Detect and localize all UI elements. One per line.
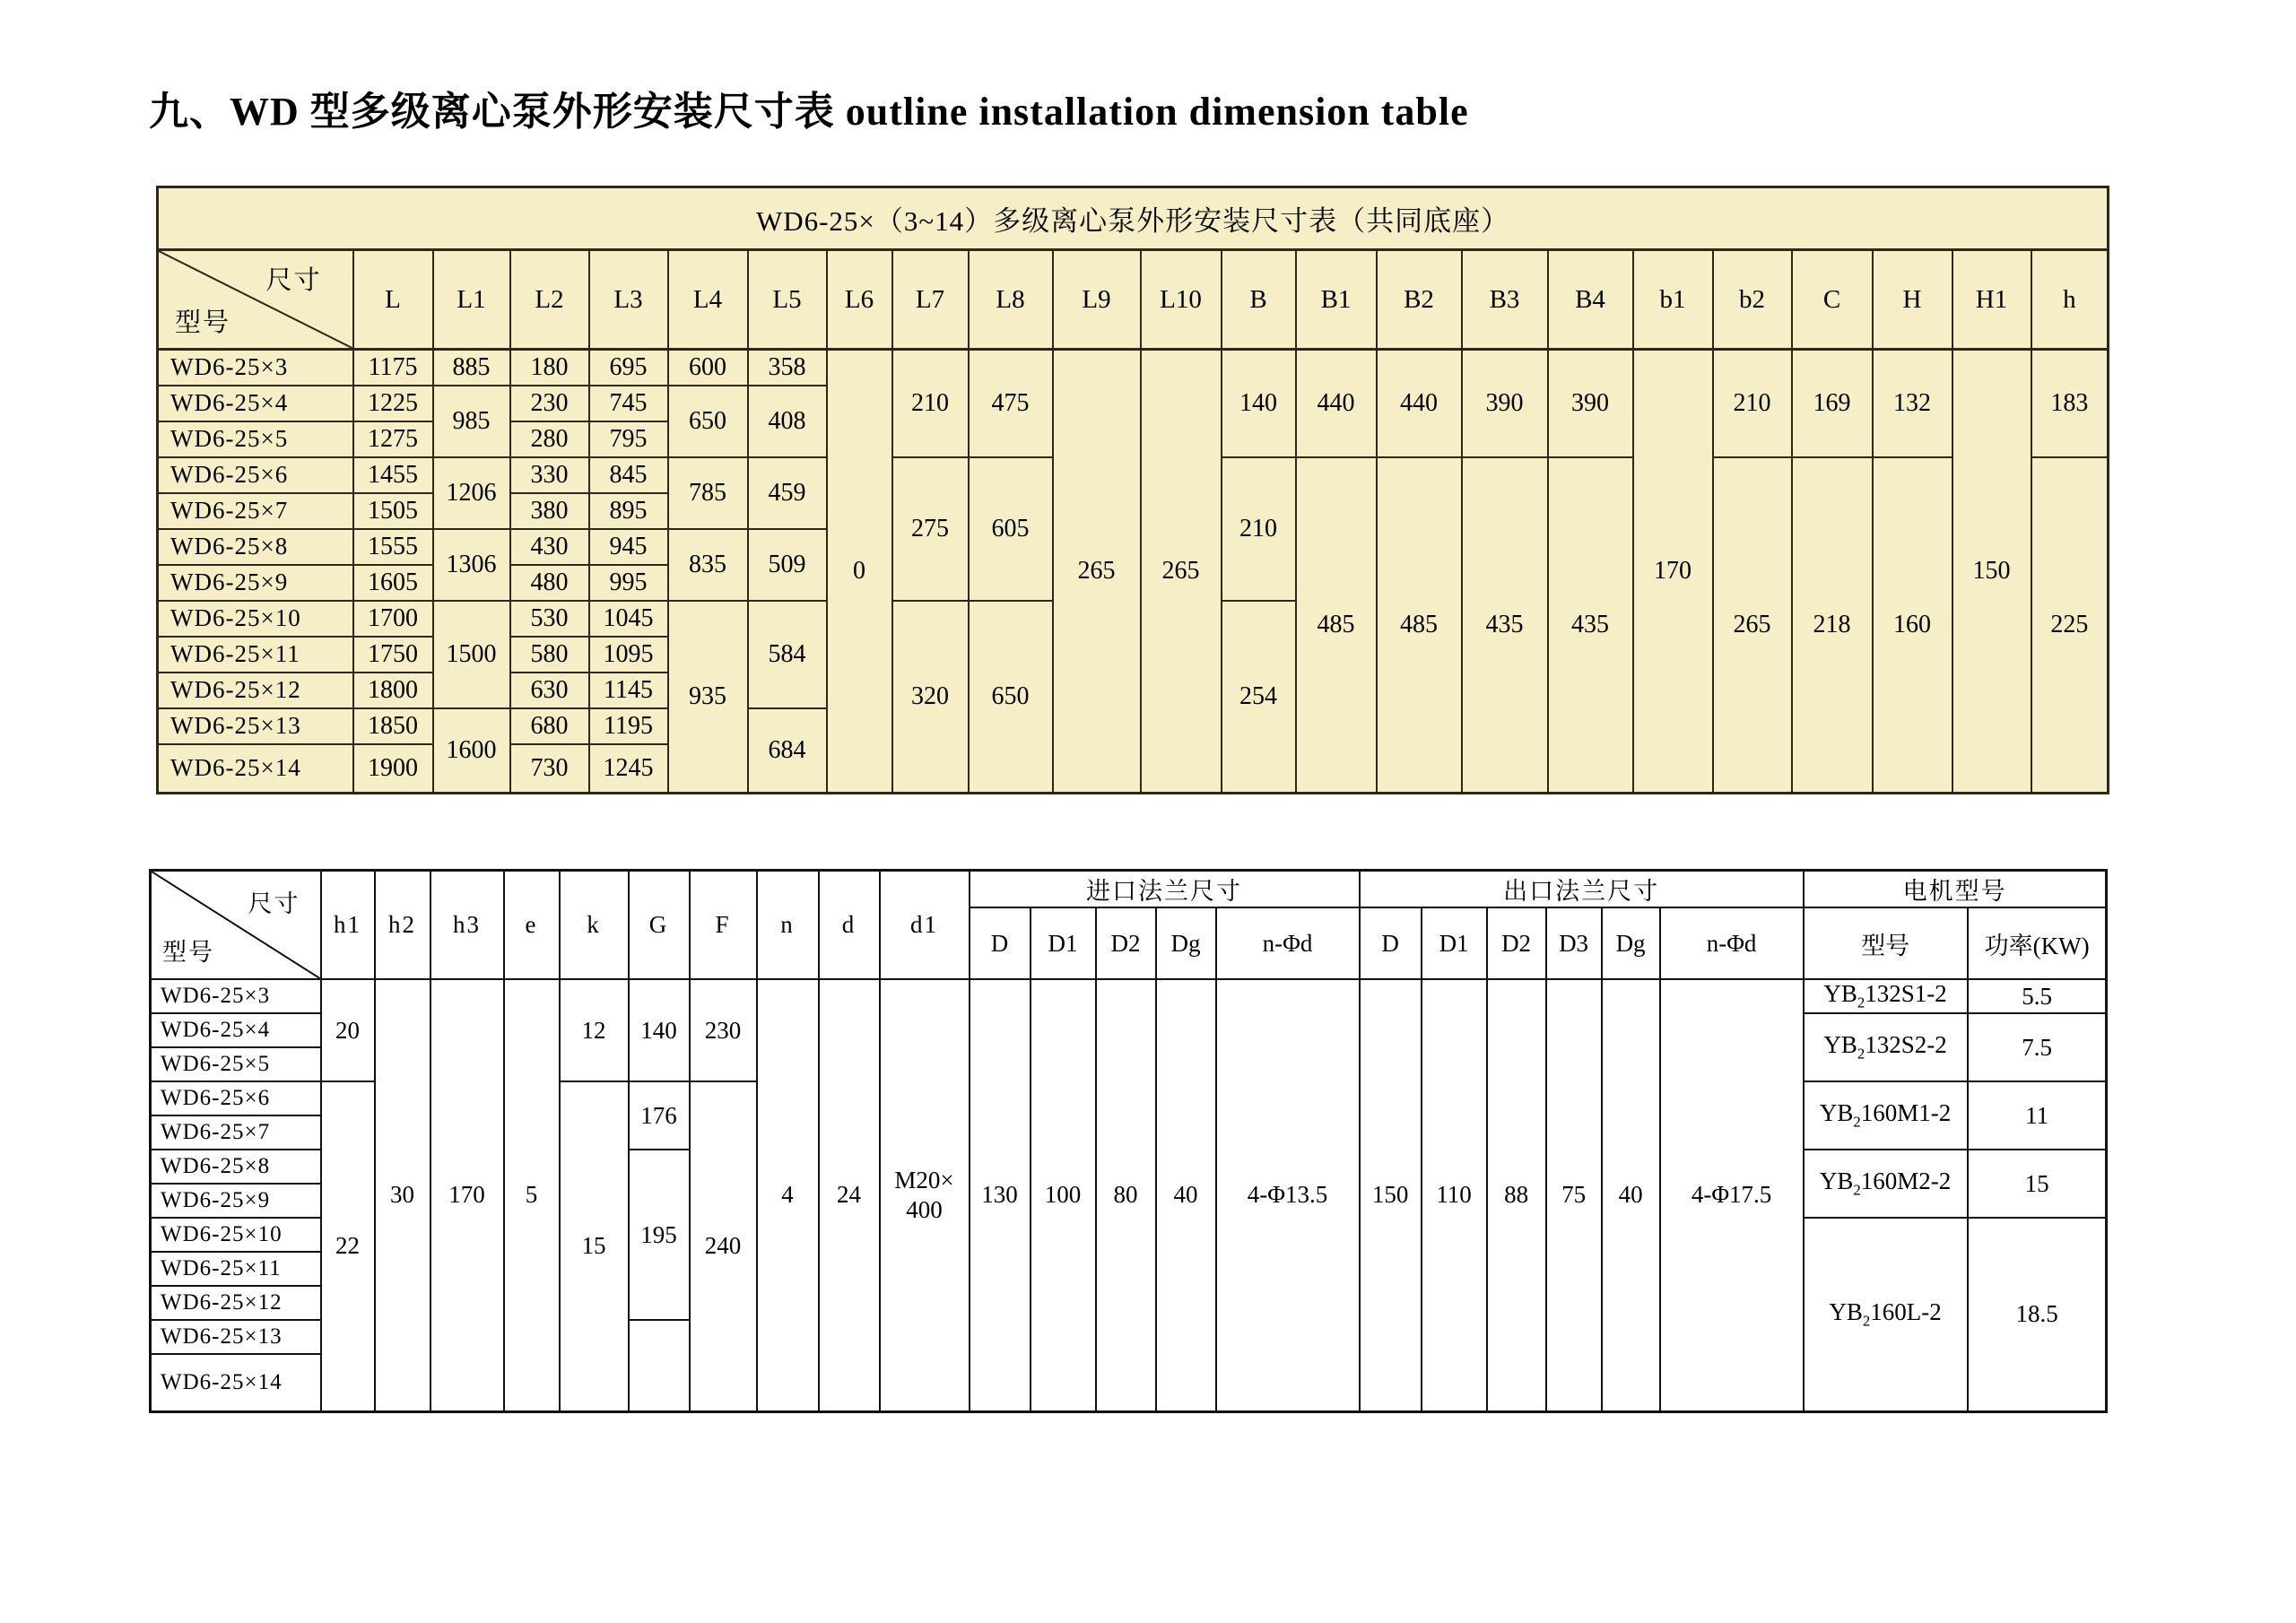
t1-cell: 885 <box>433 350 510 386</box>
t2-cell: 12 <box>560 979 629 1081</box>
t1-col-header: H <box>1873 250 1952 350</box>
t1-cell: 895 <box>589 493 668 529</box>
t2-sub-header: Dg <box>1602 907 1660 979</box>
model-cell: WD6-25×13 <box>151 1320 321 1354</box>
model-cell: WD6-25×9 <box>151 1184 321 1218</box>
t1-cell: 730 <box>510 744 589 794</box>
t2-cell: 4-Φ13.5 <box>1216 979 1360 1411</box>
t1-cell: 435 <box>1548 457 1633 794</box>
t2-cell: 22 <box>321 1081 375 1411</box>
model-cell: WD6-25×10 <box>158 601 353 637</box>
t1-col-header: h <box>2031 250 2109 350</box>
table1-corner-cell <box>158 250 353 350</box>
t1-cell: 1455 <box>353 457 433 493</box>
t1-cell: 1275 <box>353 421 433 457</box>
t1-col-header: b2 <box>1713 250 1792 350</box>
t1-cell: 1800 <box>353 673 433 708</box>
model-cell: WD6-25×14 <box>158 744 353 794</box>
t1-cell: 183 <box>2031 350 2109 457</box>
t1-cell: 150 <box>1952 350 2031 794</box>
t1-cell: 1175 <box>353 350 433 386</box>
t1-cell: 280 <box>510 421 589 457</box>
model-cell: WD6-25×11 <box>158 637 353 673</box>
t1-cell: 650 <box>668 386 748 457</box>
t2-cell: 150 <box>1360 979 1422 1411</box>
t1-cell: 275 <box>892 457 969 601</box>
t1-cell: 132 <box>1873 350 1952 457</box>
t1-cell: 320 <box>892 601 969 794</box>
motor-model-cell: $YB_2132S2-2$ <box>1804 1013 1968 1081</box>
motor-model-cell: $YB_2160L-2$ <box>1804 1218 1968 1411</box>
t2-col-header: h1 <box>321 871 375 980</box>
t2-col-header: n <box>757 871 819 980</box>
t1-cell: 1245 <box>589 744 668 794</box>
corner-label-model: 型号 <box>162 939 214 966</box>
t1-cell: 265 <box>1141 350 1222 794</box>
t1-cell: 684 <box>748 708 827 794</box>
t2-cell: 88 <box>1487 979 1546 1411</box>
table1-caption: WD6-25×（3~14）多级离心泵外形安装尺寸表（共同底座） <box>158 187 2109 250</box>
t2-cell: 30 <box>375 979 430 1411</box>
t2-sub-header: 型号 <box>1804 907 1968 979</box>
t1-cell: 745 <box>589 386 668 421</box>
t1-cell: 160 <box>1873 457 1952 794</box>
t1-cell: 440 <box>1296 350 1377 457</box>
t2-col-header: k <box>560 871 629 980</box>
t2-sub-header: 功率(KW) <box>1968 907 2107 979</box>
t1-col-header: B1 <box>1296 250 1377 350</box>
t2-sub-header: D1 <box>1031 907 1096 979</box>
model-cell: WD6-25×14 <box>151 1354 321 1411</box>
t2-col-header: e <box>504 871 560 980</box>
t1-col-header: B2 <box>1377 250 1462 350</box>
t1-cell: 1195 <box>589 708 668 744</box>
t1-cell: 180 <box>510 350 589 386</box>
t1-cell: 218 <box>1792 457 1873 794</box>
t1-cell: 265 <box>1053 350 1141 794</box>
t2-sub-header: D2 <box>1096 907 1156 979</box>
page-title: 九、WD 型多级离心泵外形安装尺寸表 outline installation dimension table <box>149 90 1469 134</box>
t1-cell: 430 <box>510 529 589 565</box>
t2-cell: 5 <box>504 979 560 1411</box>
t2-cell <box>880 979 970 1411</box>
t1-col-header: B4 <box>1548 250 1633 350</box>
t1-cell: 509 <box>748 529 827 601</box>
t1-cell: 475 <box>969 350 1053 457</box>
t1-cell: 1145 <box>589 673 668 708</box>
t1-col-header: L4 <box>668 250 748 350</box>
t2-cell: 40 <box>1602 979 1660 1411</box>
t1-cell: 1095 <box>589 637 668 673</box>
t1-cell: 390 <box>1548 350 1633 457</box>
corner-label-dimension: 尺寸 <box>265 266 322 295</box>
model-cell: WD6-25×8 <box>158 529 353 565</box>
t1-cell: 330 <box>510 457 589 493</box>
t1-cell: 485 <box>1296 457 1377 794</box>
t1-cell: 1750 <box>353 637 433 673</box>
t1-cell: 210 <box>1713 350 1792 457</box>
t1-col-header: C <box>1792 250 1873 350</box>
motor-power-cell: 15 <box>1968 1150 2107 1218</box>
t1-cell: 995 <box>589 565 668 601</box>
t1-cell: 225 <box>2031 457 2109 794</box>
t1-cell: 985 <box>433 386 510 457</box>
t1-cell: 440 <box>1377 350 1462 457</box>
t1-cell: 1700 <box>353 601 433 637</box>
inlet-flange-group-header: 进口法兰尺寸 <box>970 871 1360 908</box>
t1-cell: 600 <box>668 350 748 386</box>
t2-col-header: h2 <box>375 871 430 980</box>
t1-cell: 650 <box>969 601 1053 794</box>
t2-col-header: G <box>629 871 690 980</box>
t2-sub-header: Dg <box>1156 907 1216 979</box>
t1-cell: 1206 <box>433 457 510 529</box>
t1-cell: 140 <box>1222 350 1296 457</box>
t2-cell: 195 <box>629 1150 690 1320</box>
t1-cell: 584 <box>748 601 827 708</box>
t2-cell: 110 <box>1422 979 1487 1411</box>
outlet-flange-group-header: 出口法兰尺寸 <box>1360 871 1804 908</box>
t1-cell: 1605 <box>353 565 433 601</box>
model-cell: WD6-25×6 <box>158 457 353 493</box>
model-cell: WD6-25×8 <box>151 1150 321 1184</box>
t1-cell: 170 <box>1633 350 1713 794</box>
t1-cell: 254 <box>1222 601 1296 794</box>
flange-motor-dimension-table <box>149 869 2108 1413</box>
t1-cell: 390 <box>1462 350 1548 457</box>
t2-cell: 4 <box>757 979 819 1411</box>
t1-cell: 210 <box>892 350 969 457</box>
t2-cell: 80 <box>1096 979 1156 1411</box>
t2-col-header: d <box>819 871 880 980</box>
t1-cell: 380 <box>510 493 589 529</box>
t1-col-header: L8 <box>969 250 1053 350</box>
t2-cell: 75 <box>1546 979 1602 1411</box>
t1-col-header: L7 <box>892 250 969 350</box>
motor-group-header: 电机型号 <box>1804 871 2107 908</box>
t1-cell: 210 <box>1222 457 1296 601</box>
t2-col-header: F <box>690 871 757 980</box>
t1-col-header: L3 <box>589 250 668 350</box>
t2-cell: 170 <box>430 979 504 1411</box>
t2-sub-header: D1 <box>1422 907 1487 979</box>
model-cell: WD6-25×7 <box>151 1115 321 1150</box>
model-cell: WD6-25×7 <box>158 493 353 529</box>
t2-cell: 100 <box>1031 979 1096 1411</box>
t1-cell: 680 <box>510 708 589 744</box>
t1-cell: 230 <box>510 386 589 421</box>
motor-power-cell: 5.5 <box>1968 979 2107 1013</box>
outline-install-dimension-table <box>156 186 2109 794</box>
corner-label-dimension: 尺寸 <box>248 890 300 917</box>
t1-cell: 935 <box>668 601 748 794</box>
t1-cell: 0 <box>827 350 892 794</box>
t1-cell: 459 <box>748 457 827 529</box>
t1-col-header: L9 <box>1053 250 1141 350</box>
t1-cell: 265 <box>1713 457 1792 794</box>
t2-cell: 240 <box>690 1081 757 1411</box>
corner-label-model: 型号 <box>175 308 231 337</box>
t2-cell: 20 <box>321 979 375 1081</box>
t1-col-header: L6 <box>827 250 892 350</box>
t1-col-header: H1 <box>1952 250 2031 350</box>
t1-cell: 695 <box>589 350 668 386</box>
t2-sub-header: D <box>970 907 1031 979</box>
motor-model-cell: $YB_2160M2-2$ <box>1804 1150 1968 1218</box>
t2-cell: 24 <box>819 979 880 1411</box>
model-cell: WD6-25×12 <box>151 1286 321 1320</box>
t2-col-header: d1 <box>880 871 970 980</box>
t2-cell: 176 <box>629 1081 690 1150</box>
t1-cell: 605 <box>969 457 1053 601</box>
motor-model-cell: $YB_2132S1-2$ <box>1804 979 1968 1013</box>
t1-cell: 1555 <box>353 529 433 565</box>
t1-cell: 435 <box>1462 457 1548 794</box>
motor-model-cell: $YB_2160M1-2$ <box>1804 1081 1968 1150</box>
t1-cell: 1900 <box>353 744 433 794</box>
t1-col-header: L10 <box>1141 250 1222 350</box>
t2-sub-header: D2 <box>1487 907 1546 979</box>
motor-power-cell: 11 <box>1968 1081 2107 1150</box>
model-cell: WD6-25×6 <box>151 1081 321 1115</box>
t2-cell: 15 <box>560 1081 629 1411</box>
table2-corner-cell <box>151 871 321 980</box>
model-cell: WD6-25×11 <box>151 1252 321 1286</box>
model-cell: WD6-25×4 <box>158 386 353 421</box>
t1-col-header: L <box>353 250 433 350</box>
t2-cell: 140 <box>629 979 690 1081</box>
t2-sub-header: D <box>1360 907 1422 979</box>
t1-col-header: b1 <box>1633 250 1713 350</box>
t2-sub-header: n-Φd <box>1216 907 1360 979</box>
t1-col-header: L1 <box>433 250 510 350</box>
motor-power-cell: 18.5 <box>1968 1218 2107 1411</box>
model-cell: WD6-25×4 <box>151 1013 321 1047</box>
t2-sub-header: D3 <box>1546 907 1602 979</box>
t1-cell: 480 <box>510 565 589 601</box>
t2-sub-header: n-Φd <box>1660 907 1804 979</box>
t1-cell: 845 <box>589 457 668 493</box>
model-cell: WD6-25×12 <box>158 673 353 708</box>
model-cell: WD6-25×9 <box>158 565 353 601</box>
t2-col-header: h3 <box>430 871 504 980</box>
model-cell: WD6-25×10 <box>151 1218 321 1252</box>
t1-cell: 630 <box>510 673 589 708</box>
t2-cell: 130 <box>970 979 1031 1411</box>
t1-cell: 1306 <box>433 529 510 601</box>
t1-cell: 835 <box>668 529 748 601</box>
model-cell: WD6-25×5 <box>158 421 353 457</box>
d1-line2: 400 <box>906 1195 943 1223</box>
t1-cell: 1500 <box>433 601 510 708</box>
t1-cell: 795 <box>589 421 668 457</box>
t1-cell: 785 <box>668 457 748 529</box>
t1-cell: 1045 <box>589 601 668 637</box>
t2-cell: 40 <box>1156 979 1216 1411</box>
t1-cell: 945 <box>589 529 668 565</box>
t1-cell: 1505 <box>353 493 433 529</box>
t1-col-header: L2 <box>510 250 589 350</box>
t1-cell: 1850 <box>353 708 433 744</box>
d1-line1: M20× <box>894 1167 954 1194</box>
t1-cell: 408 <box>748 386 827 457</box>
t1-cell: 1225 <box>353 386 433 421</box>
t2-cell: 230 <box>690 979 757 1081</box>
t1-cell: 169 <box>1792 350 1873 457</box>
t1-cell: 580 <box>510 637 589 673</box>
t2-cell: 4-Φ17.5 <box>1660 979 1804 1411</box>
model-cell: WD6-25×13 <box>158 708 353 744</box>
model-cell: WD6-25×3 <box>158 350 353 386</box>
t1-cell: 1600 <box>433 708 510 794</box>
t1-col-header: B3 <box>1462 250 1548 350</box>
t1-col-header: L5 <box>748 250 827 350</box>
model-cell: WD6-25×3 <box>151 979 321 1013</box>
model-cell: WD6-25×5 <box>151 1047 321 1081</box>
t1-cell: 358 <box>748 350 827 386</box>
t1-cell: 485 <box>1377 457 1462 794</box>
t1-cell: 530 <box>510 601 589 637</box>
t1-col-header: B <box>1222 250 1296 350</box>
motor-power-cell: 7.5 <box>1968 1013 2107 1081</box>
